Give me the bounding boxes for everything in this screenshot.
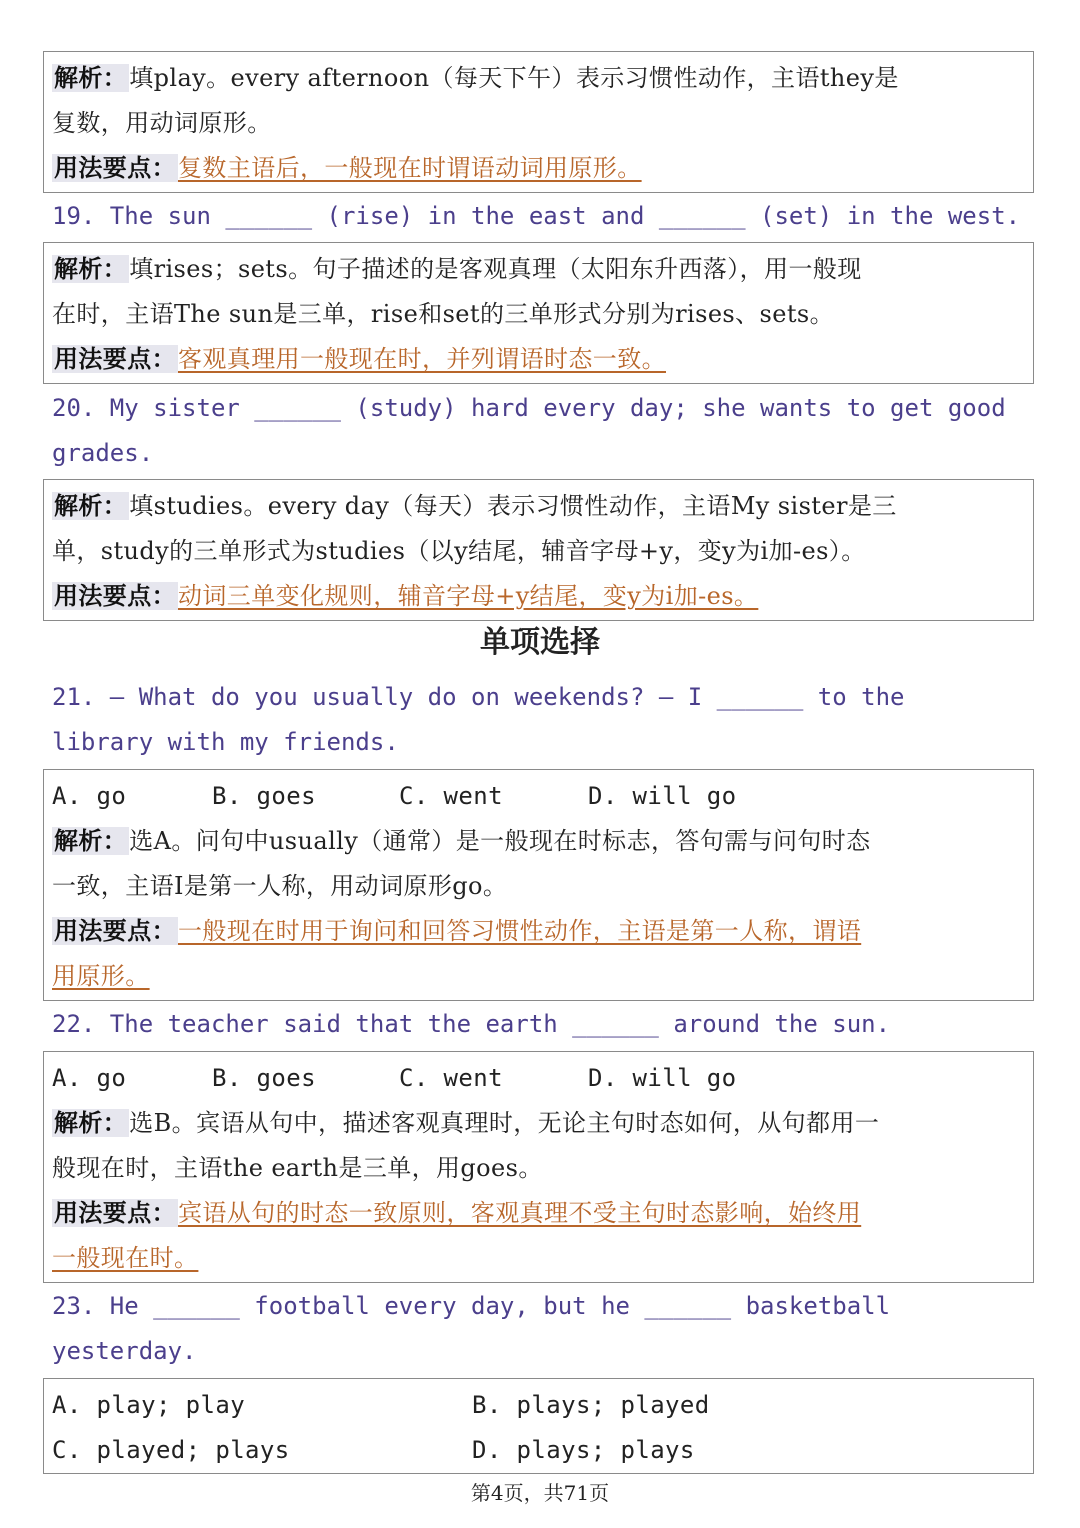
analysis-label: 解析： — [54, 1109, 128, 1137]
question-22: 22. The teacher said that the earth ______ around the sun. — [52, 1010, 891, 1038]
options-row — [52, 1383, 1033, 1428]
analysis-text: 单，study的三单形式为studies（以y结尾，辅音字母+y，变y为i加-es）。 — [52, 537, 866, 565]
question-23-line2: yesterday. — [52, 1337, 197, 1365]
page-footer: 第4页，共71页 — [470, 1481, 610, 1505]
usage-point: 一般现在时用于询问和回答习惯性动作，主语是第一人称，谓语 — [178, 917, 862, 945]
options-row — [52, 774, 1033, 819]
usage-label: 用法要点： — [54, 345, 176, 373]
usage-point: 客观真理用一般现在时，并列谓语时态一致。 — [178, 345, 666, 373]
question-20-line1: 20. My sister ______ (study) hard every day; she wants to get good — [52, 394, 1006, 422]
analysis-label: 解析： — [54, 64, 128, 92]
answer-box-21 — [43, 769, 1034, 1001]
usage-label: 用法要点： — [54, 154, 176, 182]
analysis-label: 解析： — [54, 492, 128, 520]
option-c[interactable]: C. played; plays — [52, 1436, 290, 1464]
question-23-line1: 23. He ______ football every day, but he ______ basketball — [52, 1292, 891, 1320]
usage-point: 复数主语后，一般现在时谓语动词用原形。 — [178, 154, 642, 182]
question-20-line2: grades. — [52, 439, 154, 467]
options-row — [52, 1428, 1033, 1473]
option-a[interactable]: A. go — [52, 1064, 127, 1092]
option-a[interactable]: A. play; play — [52, 1391, 246, 1419]
answer-box-20 — [43, 479, 1034, 621]
section-title: 单项选择 — [480, 625, 600, 660]
analysis-text: 填play。every afternoon（每天下午）表示习惯性动作，主语they是 — [129, 64, 899, 92]
analysis-text: 填rises；sets。句子描述的是客观真理（太阳东升西落），用一般现 — [129, 255, 862, 283]
answer-box-22 — [43, 1051, 1034, 1283]
usage-point: 用原形。 — [52, 962, 150, 990]
option-d[interactable]: D. will go — [588, 1064, 737, 1092]
usage-point: 一般现在时。 — [52, 1244, 199, 1272]
usage-point: 宾语从句的时态一致原则，客观真理不受主句时态影响，始终用 — [178, 1199, 862, 1227]
option-b[interactable]: B. plays; played — [472, 1391, 710, 1419]
analysis-text: 填studies。every day（每天）表示习惯性动作，主语My sister是三 — [129, 492, 897, 520]
usage-label: 用法要点： — [54, 1199, 176, 1227]
option-b[interactable]: B. goes — [212, 782, 316, 810]
analysis-label: 解析： — [54, 255, 128, 283]
analysis-text: 选B。宾语从句中，描述客观真理时，无论主句时态如何，从句都用一 — [129, 1109, 880, 1137]
usage-point: 动词三单变化规则，辅音字母+y结尾，变y为i加-es。 — [178, 582, 759, 610]
answer-box-23 — [43, 1378, 1034, 1474]
analysis-text: 复数，用动词原形。 — [52, 109, 272, 137]
option-d[interactable]: D. plays; plays — [472, 1436, 695, 1464]
answer-box-18 — [43, 51, 1034, 193]
option-b[interactable]: B. goes — [212, 1064, 316, 1092]
analysis-label: 解析： — [54, 827, 128, 855]
option-a[interactable]: A. go — [52, 782, 127, 810]
analysis-text: 般现在时，主语the earth是三单，用goes。 — [52, 1154, 543, 1182]
analysis-text: 在时，主语The sun是三单，rise和set的三单形式分别为rises、sets。 — [52, 300, 835, 328]
option-c[interactable]: C. went — [399, 1064, 503, 1092]
usage-label: 用法要点： — [54, 582, 176, 610]
question-21-line1: 21. — What do you usually do on weekends? — I ______ to the — [52, 683, 905, 711]
option-d[interactable]: D. will go — [588, 782, 737, 810]
option-c[interactable]: C. went — [399, 782, 503, 810]
question-21-line2: library with my friends. — [52, 728, 399, 756]
analysis-text: 一致，主语I是第一人称，用动词原形go。 — [52, 872, 508, 900]
answer-box-19 — [43, 242, 1034, 384]
analysis-text: 选A。问句中usually（通常）是一般现在时标志，答句需与问句时态 — [129, 827, 871, 855]
usage-label: 用法要点： — [54, 917, 176, 945]
options-row — [52, 1056, 1033, 1101]
question-19: 19. The sun ______ (rise) in the east and ______ (set) in the west. — [52, 202, 1021, 230]
